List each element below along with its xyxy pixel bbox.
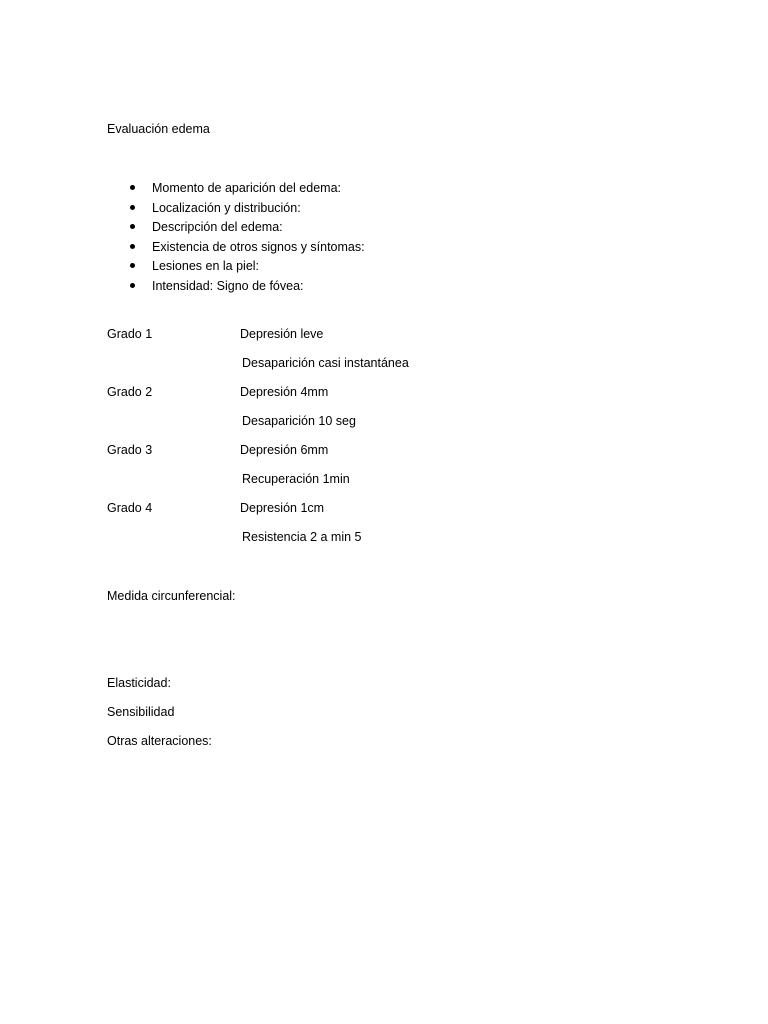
bullet-icon [130,224,135,229]
bullet-text: Intensidad: Signo de fóvea: [152,278,304,293]
grade-label: Grado 3 [107,443,153,457]
grade-detail: Desaparición 10 seg [242,414,356,428]
bullet-text: Localización y distribución: [152,200,301,215]
grade-label: Grado 2 [107,385,153,399]
grade-detail: Desaparición casi instantánea [242,356,409,370]
document-title: Evaluación edema [107,122,210,136]
grade-detail: Resistencia 2 a min 5 [242,530,362,544]
bullet-text: Lesiones en la piel: [152,259,260,273]
otras-alteraciones-label: Otras alteraciones: [107,734,212,748]
bullet-icon [130,244,135,249]
grade-label: Grado 1 [107,327,153,341]
elasticidad-label: Elasticidad: [107,676,171,690]
grade-description: Depresión leve [240,327,324,341]
grade-description: Depresión 1cm [240,501,325,515]
sensibilidad-label: Sensibilidad [107,705,175,719]
bullet-icon [130,263,135,268]
bullet-text: Momento de aparición del edema: [152,181,342,195]
bullet-icon [130,205,135,210]
bullet-text: Descripción del edema: [152,220,283,234]
bullet-icon [130,283,135,288]
medida-circunferencial-label: Medida circunferencial: [107,589,236,603]
grade-description: Depresión 4mm [240,385,329,399]
bullet-icon [130,185,135,190]
grade-description: Depresión 6mm [240,443,329,457]
bullet-text: Existencia de otros signos y síntomas: [152,239,365,254]
grade-label: Grado 4 [107,501,153,515]
grade-detail: Recuperación 1min [242,472,350,486]
